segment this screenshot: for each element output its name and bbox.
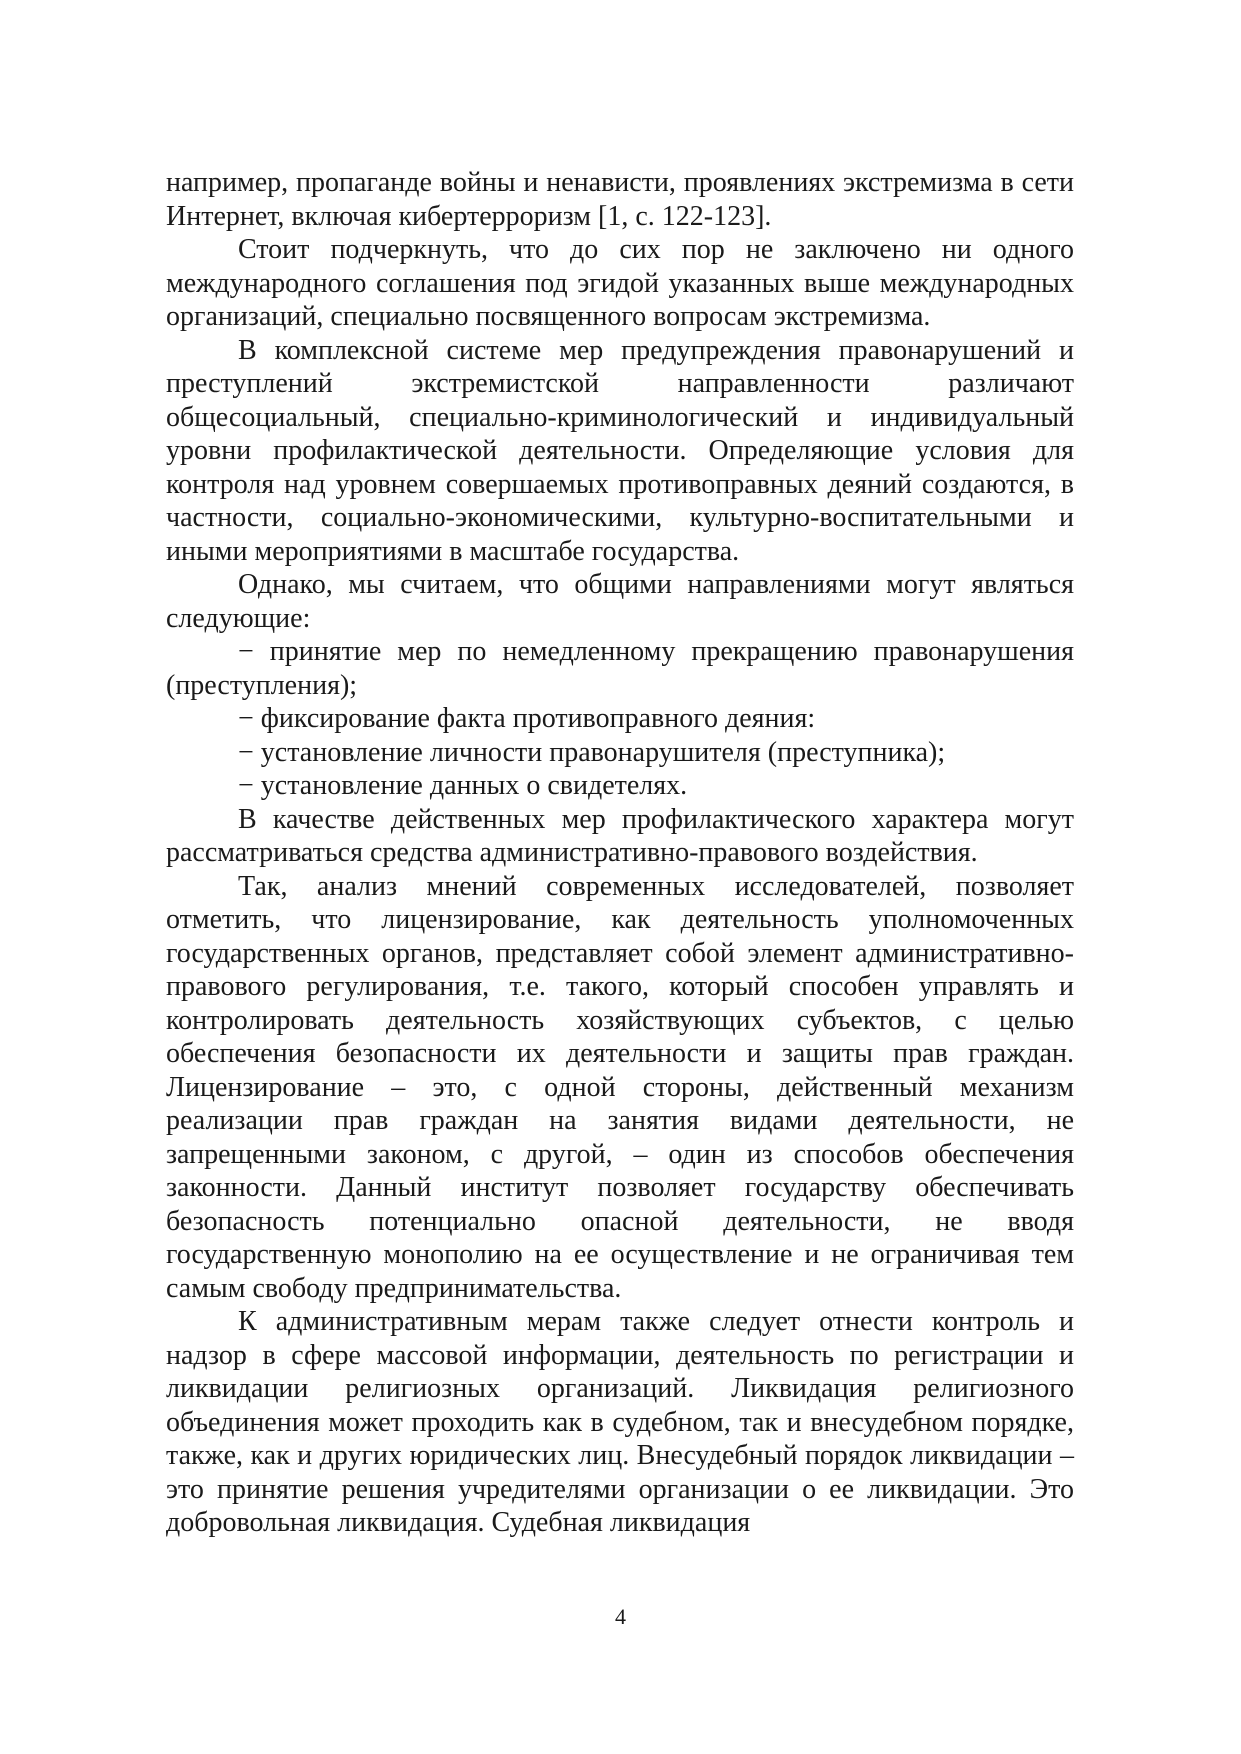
paragraph: Однако, мы считаем, что общими направлениями могут являться следующие:	[166, 569, 1074, 634]
paragraph: Стоит подчеркнуть, что до сих пор не заключено ни одного международного соглашения под эгидой указанных выше международных организаций, специально посвященного вопросам экстремизма.	[166, 234, 1074, 332]
page-number: 4	[615, 1604, 626, 1629]
list-item: − фиксирование факта противоправного деяния:	[238, 703, 816, 734]
body-text	[166, 166, 1074, 1540]
paragraph: К административным мерам также следует отнести контроль и надзор в сфере массовой информации, деятельность по регистрации и ликвидации религиозных организаций. Ликвидация религиозного объединения может проходить как в судебном, так и внесудебном порядке, также, как и других юридических лиц. Внесудебный порядок ликвидации – это принятие решения учредителями организации о ее ликвидации. Это добровольная ликвидация. Судебная ликвидация	[166, 1306, 1074, 1538]
paragraph: Так, анализ мнений современных исследователей, позволяет отметить, что лицензирование, как деятельность уполномоченных государственных органов, представляет собой элемент административно-правового регулирования, т.е. такого, который способен управлять и контролировать деятельность хозяйствующих субъектов, с целью обеспечения безопасности их деятельности и защиты прав граждан. Лицензирование – это, с одной стороны, действенный механизм реализации прав граждан на занятия видами деятельности, не запрещенными законом, с другой, – один из способов обеспечения законности. Данный институт позволяет государству обеспечивать безопасность потенциально опасной деятельности, не вводя государственную монополию на ее осуществление и не ограничивая тем самым свободу предпринимательства.	[166, 870, 1074, 1304]
paragraph: В комплексной системе мер предупреждения правонарушений и преступлений экстремистской направленности различают общесоциальный, специально-криминологический и индивидуальный уровни профилактической деятельности. Определяющие условия для контроля над уровнем совершаемых противоправных деяний создаются, в частности, социально-экономическими, культурно-воспитательными и иными мероприятиями в масштабе государства.	[166, 334, 1074, 567]
list-item: − установление личности правонарушителя (преступника);	[238, 736, 946, 768]
paragraph-continuation: например, пропаганде войны и ненависти, проявлениях экстремизма в сети Интернет, включая кибертерроризм [1, с. 122-123].	[166, 167, 1074, 232]
list-item: − принятие мер по немедленному прекращению правонарушения (преступления);	[166, 636, 1074, 701]
list-item: − установление данных о свидетелях.	[238, 770, 688, 801]
paragraph: В качестве действенных мер профилактического характера могут рассматриваться средства административно-правового воздействия.	[166, 803, 1074, 868]
